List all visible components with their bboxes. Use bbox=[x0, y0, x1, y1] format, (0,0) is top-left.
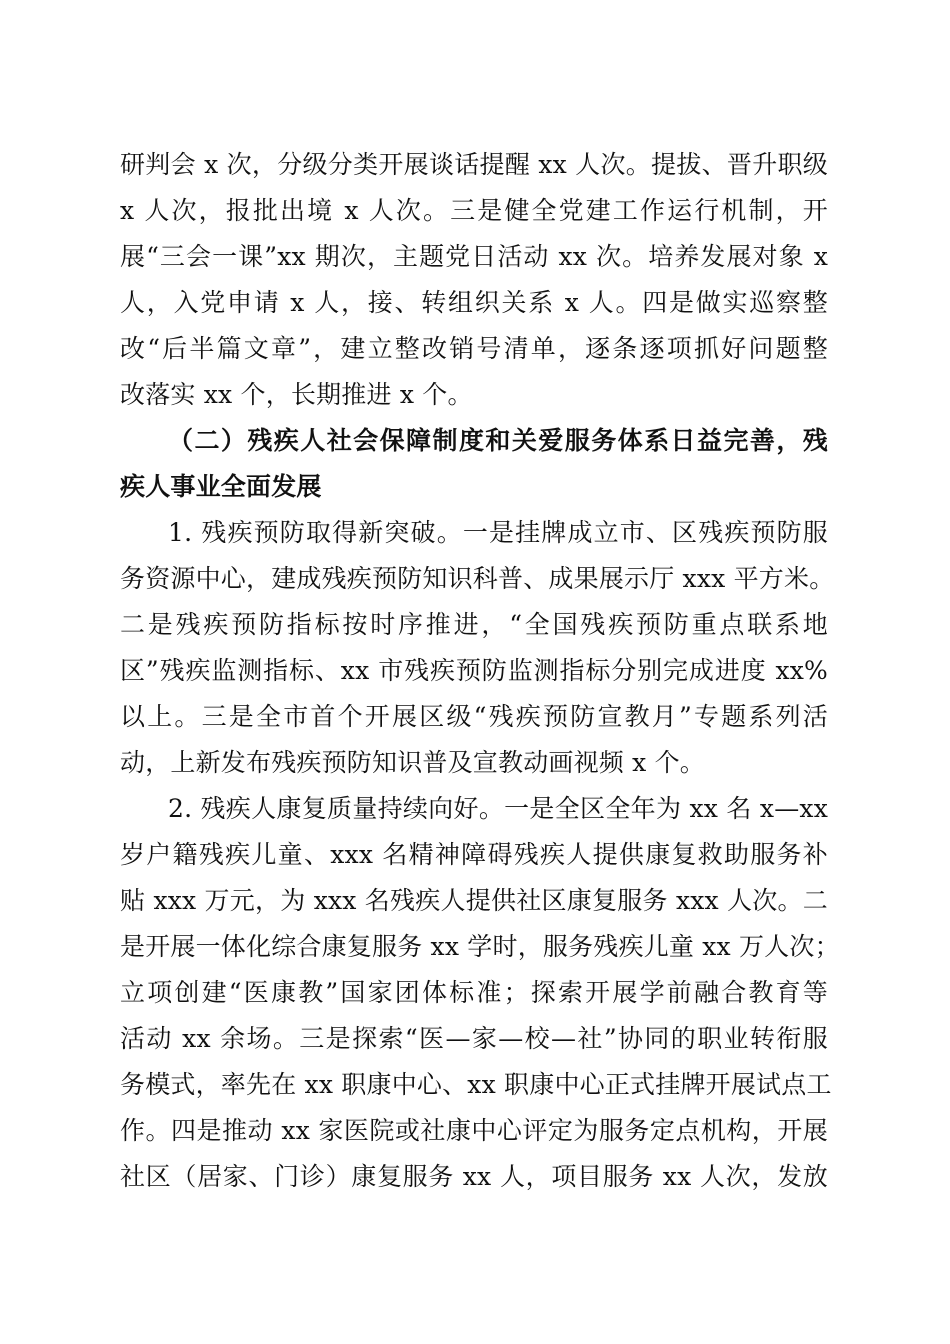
paragraph-line: 社区（居家、门诊）康复服务 xx 人，项目服务 xx 人次，发放 bbox=[120, 1162, 828, 1191]
paragraph-line: 作。四是推动 xx 家医院或社康中心评定为服务定点机构，开展 bbox=[120, 1116, 828, 1145]
paragraph-line: 区”残疾监测指标、xx 市残疾预防监测指标分别完成进度 xx% bbox=[120, 656, 828, 685]
paragraph-line: 1. 残疾预防取得新突破。一是挂牌成立市、区残疾预防服 bbox=[168, 518, 828, 547]
section-heading-line: 疾人事业全面发展 bbox=[120, 472, 322, 501]
paragraph-line: 贴 xxx 万元，为 xxx 名残疾人提供社区康复服务 xxx 人次。二 bbox=[120, 886, 828, 915]
section-heading-line: （二）残疾人社会保障制度和关爱服务体系日益完善，残 bbox=[168, 426, 828, 455]
paragraph-line: 研判会 x 次，分级分类开展谈话提醒 xx 人次。提拔、晋升职级 bbox=[120, 150, 828, 179]
paragraph-line: 改落实 xx 个，长期推进 x 个。 bbox=[120, 380, 473, 409]
paragraph-line: 立项创建“医康教”国家团体标准；探索开展学前融合教育等 bbox=[120, 978, 828, 1007]
paragraph-line: 以上。三是全市首个开展区级“残疾预防宣教月”专题系列活 bbox=[120, 702, 828, 731]
paragraph-line: 务资源中心，建成残疾预防知识科普、成果展示厅 xxx 平方米。 bbox=[120, 564, 835, 593]
paragraph-line: 2. 残疾人康复质量持续向好。一是全区全年为 xx 名 x—xx bbox=[168, 794, 828, 823]
paragraph-line: 活动 xx 余场。三是探索“医—家—校—社”协同的职业转衔服 bbox=[120, 1024, 828, 1053]
paragraph-line: 是开展一体化综合康复服务 xx 学时，服务残疾儿童 xx 万人次； bbox=[120, 932, 840, 961]
paragraph-line: 岁户籍残疾儿童、xxx 名精神障碍残疾人提供康复救助服务补 bbox=[120, 840, 828, 869]
paragraph-line: 二是残疾预防指标按时序推进，“全国残疾预防重点联系地 bbox=[120, 610, 828, 639]
paragraph-line: 人，入党申请 x 人，接、转组织关系 x 人。四是做实巡察整 bbox=[120, 288, 828, 317]
paragraph-line: x 人次，报批出境 x 人次。三是健全党建工作运行机制，开 bbox=[120, 196, 828, 225]
paragraph-line: 务模式，率先在 xx 职康中心、xx 职康中心正式挂牌开展试点工 bbox=[120, 1070, 832, 1099]
paragraph-line: 展“三会一课”xx 期次，主题党日活动 xx 次。培养发展对象 x bbox=[120, 242, 828, 271]
paragraph-line: 动，上新发布残疾预防知识普及宣教动画视频 x 个。 bbox=[120, 748, 705, 777]
paragraph-line: 改“后半篇文章”，建立整改销号清单，逐条逐项抓好问题整 bbox=[120, 334, 828, 363]
